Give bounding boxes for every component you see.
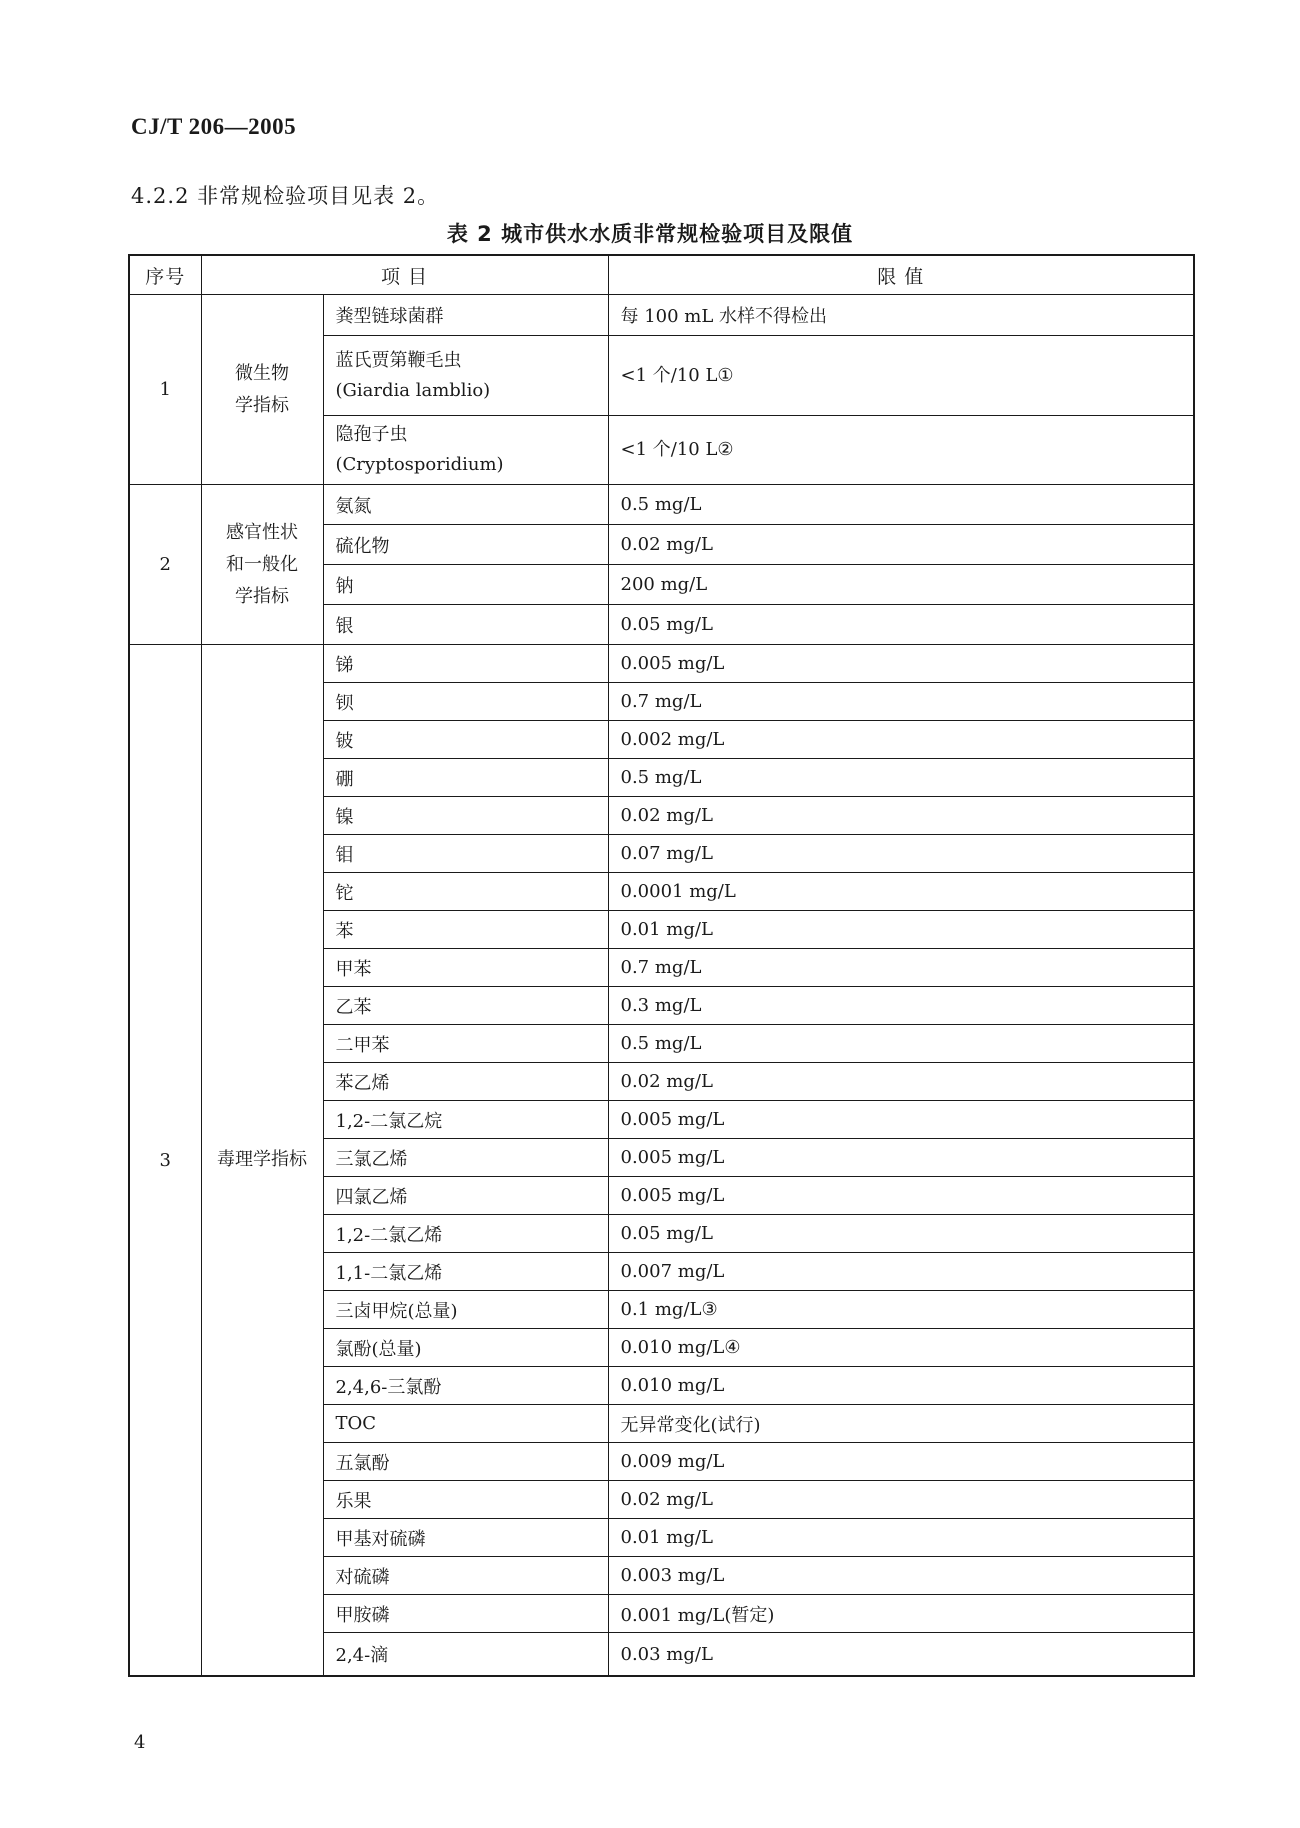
limit-cell: 0.02 mg/L (608, 525, 1194, 565)
group-category (201, 485, 323, 645)
limit-cell: 0.005 mg/L (608, 1139, 1194, 1177)
item-cell: 铊 (323, 873, 608, 911)
item-cell: 1,2-二氯乙烯 (323, 1215, 608, 1253)
item-cell: 二甲苯 (323, 1025, 608, 1063)
item-cell: 乐果 (323, 1481, 608, 1519)
table-row (129, 645, 1194, 683)
table-caption: 表 2 城市供水水质非常规检验项目及限值 (446, 222, 854, 246)
group-number: 3 (129, 645, 201, 1677)
limit-cell: 0.1 mg/L③ (608, 1291, 1194, 1329)
clause-text: 4.2.2 非常规检验项目见表 2。 (131, 184, 440, 208)
limit-cell: 0.009 mg/L (608, 1443, 1194, 1481)
item-cell: 甲胺磷 (323, 1595, 608, 1633)
item-cell: 钼 (323, 835, 608, 873)
item-cell: 1,1-二氯乙烯 (323, 1253, 608, 1291)
limit-cell: 0.02 mg/L (608, 1481, 1194, 1519)
item-cell: 氨氮 (323, 485, 608, 525)
limit-cell: 0.010 mg/L④ (608, 1329, 1194, 1367)
item-cell: 甲基对硫磷 (323, 1519, 608, 1557)
limit-cell: 0.5 mg/L (608, 1025, 1194, 1063)
item-cell: 铍 (323, 721, 608, 759)
group-category (201, 645, 323, 1677)
limit-cell: 0.005 mg/L (608, 1101, 1194, 1139)
limit-cell: 0.07 mg/L (608, 835, 1194, 873)
item-cell: 五氯酚 (323, 1443, 608, 1481)
limit-cell: 0.7 mg/L (608, 683, 1194, 721)
limit-cell: 0.003 mg/L (608, 1557, 1194, 1595)
item-cell: 氯酚(总量) (323, 1329, 608, 1367)
limit-cell: 0.5 mg/L (608, 759, 1194, 797)
limit-cell: <1 个/10 L① (608, 336, 1194, 416)
limit-cell: 0.02 mg/L (608, 1063, 1194, 1101)
item-cell: 隐孢子虫 (Cryptosporidium) (323, 416, 608, 485)
item-cell: 蓝氏贾第鞭毛虫 (Giardia lamblio) (323, 336, 608, 416)
page-number: 4 (134, 1732, 146, 1753)
limit-cell: 0.05 mg/L (608, 605, 1194, 645)
item-cell: TOC (323, 1405, 608, 1443)
item-cell: 对硫磷 (323, 1557, 608, 1595)
limit-cell: 每 100 mL 水样不得检出 (608, 295, 1194, 336)
item-cell: 苯 (323, 911, 608, 949)
table-row (129, 295, 1194, 336)
group-category (201, 295, 323, 485)
group-category-label: 微生物 学指标 (235, 362, 289, 416)
item-cell: 硼 (323, 759, 608, 797)
item-cell: 四氯乙烯 (323, 1177, 608, 1215)
limit-cell: 0.010 mg/L (608, 1367, 1194, 1405)
item-cell: 锑 (323, 645, 608, 683)
limit-cell: 0.3 mg/L (608, 987, 1194, 1025)
item-cell: 三氯乙烯 (323, 1139, 608, 1177)
limit-cell: 0.007 mg/L (608, 1253, 1194, 1291)
limit-cell: 0.0001 mg/L (608, 873, 1194, 911)
item-cell: 乙苯 (323, 987, 608, 1025)
limit-cell: 0.05 mg/L (608, 1215, 1194, 1253)
item-cell: 苯乙烯 (323, 1063, 608, 1101)
item-cell: 三卤甲烷(总量) (323, 1291, 608, 1329)
item-cell: 钡 (323, 683, 608, 721)
header-no: 序号 (129, 255, 201, 295)
limit-cell: 0.002 mg/L (608, 721, 1194, 759)
group-number: 2 (129, 485, 201, 645)
group-number: 1 (129, 295, 201, 485)
table-row (129, 485, 1194, 525)
limit-cell: 0.02 mg/L (608, 797, 1194, 835)
limit-cell: 0.005 mg/L (608, 645, 1194, 683)
item-cell: 1,2-二氯乙烷 (323, 1101, 608, 1139)
limit-cell: 0.005 mg/L (608, 1177, 1194, 1215)
limits-table (128, 254, 1195, 1677)
item-cell: 硫化物 (323, 525, 608, 565)
group-category-label: 感官性状 和一般化 学指标 (226, 521, 298, 607)
item-cell: 2,4-滴 (323, 1633, 608, 1677)
table-body (129, 295, 1194, 1677)
group-category-label: 毒理学指标 (217, 1149, 307, 1170)
limit-cell: 无异常变化(试行) (608, 1405, 1194, 1443)
item-cell: 粪型链球菌群 (323, 295, 608, 336)
table-header-row (129, 255, 1194, 295)
limit-cell: 200 mg/L (608, 565, 1194, 605)
item-cell: 2,4,6-三氯酚 (323, 1367, 608, 1405)
limit-cell: 0.01 mg/L (608, 911, 1194, 949)
limit-cell: 0.01 mg/L (608, 1519, 1194, 1557)
header-item: 项 目 (201, 255, 608, 295)
limit-cell: 0.5 mg/L (608, 485, 1194, 525)
item-cell: 钠 (323, 565, 608, 605)
limit-cell: 0.03 mg/L (608, 1633, 1194, 1677)
limit-cell: 0.7 mg/L (608, 949, 1194, 987)
standard-code: CJ/T 206—2005 (131, 114, 297, 139)
item-cell: 甲苯 (323, 949, 608, 987)
limit-cell: <1 个/10 L② (608, 416, 1194, 485)
item-cell: 镍 (323, 797, 608, 835)
item-cell: 银 (323, 605, 608, 645)
limit-cell: 0.001 mg/L(暂定) (608, 1595, 1194, 1633)
header-limit: 限 值 (608, 255, 1194, 295)
